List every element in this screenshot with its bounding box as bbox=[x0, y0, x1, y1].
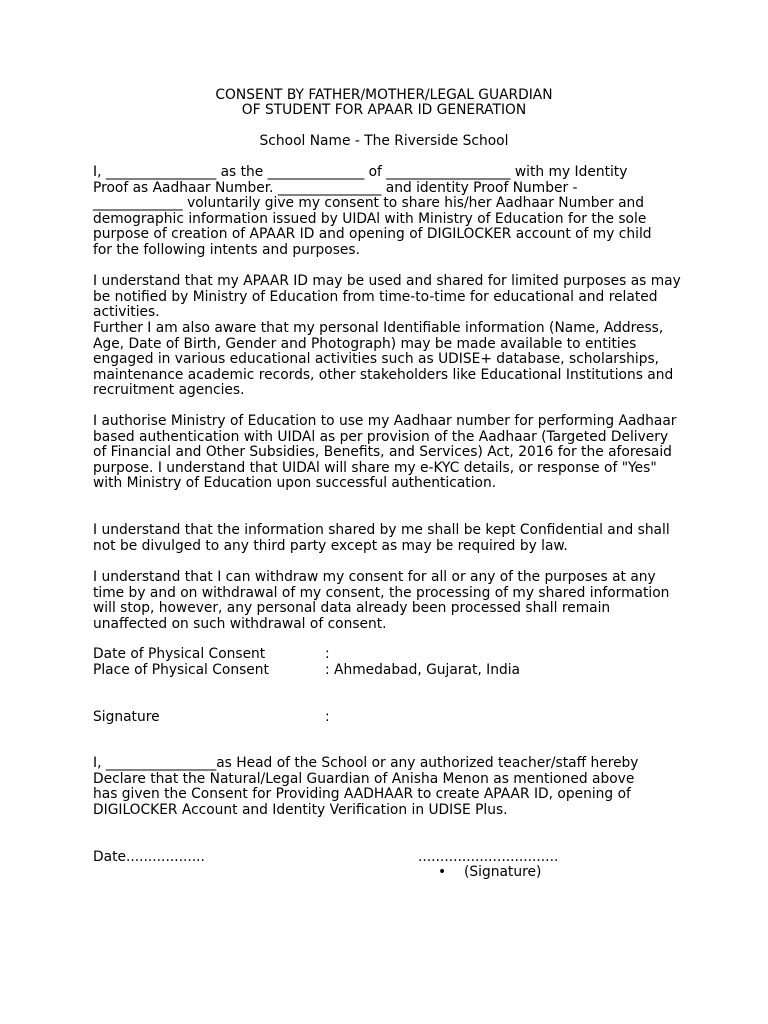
intro-line-6: for the following intents and purposes. bbox=[93, 241, 360, 258]
document-title-line-1: CONSENT BY FATHER/MOTHER/LEGAL GUARDIAN bbox=[215, 87, 553, 103]
intro-line-2: Proof as Aadhaar Number. _______________ and identity Proof Number - bbox=[93, 179, 578, 196]
signature-value: : bbox=[325, 709, 330, 725]
place-of-consent-label: Place of Physical Consent bbox=[93, 662, 269, 678]
footer-signature-line: ................................ bbox=[418, 849, 559, 865]
date-of-consent-label: Date of Physical Consent bbox=[93, 646, 266, 662]
signature-label: Signature bbox=[93, 709, 160, 725]
intro-line-1: I, ________________ as the ______________ of __________________ with my Identity bbox=[93, 164, 628, 180]
intro-line-5: purpose of creation of APAAR ID and opening of DIGILOCKER account of my child bbox=[93, 226, 652, 243]
consent-paragraph-personal-information: Further I am also aware that my personal Identifiable information (Name, Address, Age, Date of Birth, Gender and Photograph) may be made available to entities engaged in various educational activities such as UDISE+ database, scholarships, maintenance academic records, other stakeholders like Educational Institutions and recruitment agencies. bbox=[93, 320, 674, 399]
school-declaration-paragraph bbox=[93, 756, 683, 818]
consent-paragraph-withdrawal: I understand that I can withdraw my consent for all or any of the purposes at any time by and on withdrawal of my consent, the processing of my shared information will stop, however, any personal data already been processed shall remain unaffected on such withdrawal of consent. bbox=[93, 569, 670, 632]
consent-paragraph-intro bbox=[93, 165, 683, 259]
intro-line-4: demographic information issued by UIDAl with Ministry of Education for the sole bbox=[93, 210, 647, 227]
declaration-line-2: Declare that the Natural/Legal Guardian of Anisha Menon as mentioned above bbox=[93, 770, 635, 787]
declaration-line-1: I, ________________as Head of the School or any authorized teacher/staff hereby bbox=[93, 755, 639, 771]
consent-paragraph-confidentiality: I understand that the information shared by me shall be kept Confidential and shall not be divulged to any third party except as may be required by law. bbox=[93, 522, 670, 554]
footer-date: Date.................. bbox=[93, 849, 205, 865]
intro-line-3: _____________ voluntarily give my consent to share his/her Aadhaar Number and bbox=[93, 195, 645, 212]
bullet-icon: • bbox=[438, 864, 447, 880]
consent-paragraph-authentication: I authorise Ministry of Education to use my Aadhaar number for performing Aadhaar based authentication with UIDAl as per provision of the Aadhaar (Targeted Delivery of Financial and Other Subsidies, Benefits, and Services) Act, 2016 for the aforesaid purpose. I understand that UIDAl will share my e-KYC details, or response of "Yes" with Ministry of Education upon successful authentication. bbox=[93, 413, 677, 492]
consent-paragraph-apaar-usage: I understand that my APAAR ID may be used and shared for limited purposes as may be notified by Ministry of Education from time-to-time for educational and related activities. bbox=[93, 273, 681, 321]
declaration-line-3: has given the Consent for Providing AADHAAR to create APAAR ID, opening of bbox=[93, 786, 631, 803]
place-of-consent-value: : Ahmedabad, Gujarat, India bbox=[325, 662, 520, 678]
date-of-consent-value: : bbox=[325, 646, 330, 662]
signature-caption-text: (Signature) bbox=[464, 864, 542, 880]
document-title-line-2: OF STUDENT FOR APAAR ID GENERATION bbox=[241, 102, 527, 118]
school-name-line: School Name - The Riverside School bbox=[259, 133, 509, 149]
declaration-line-4: DIGILOCKER Account and Identity Verification in UDISE Plus. bbox=[93, 801, 508, 818]
footer-signature-caption bbox=[438, 865, 541, 881]
